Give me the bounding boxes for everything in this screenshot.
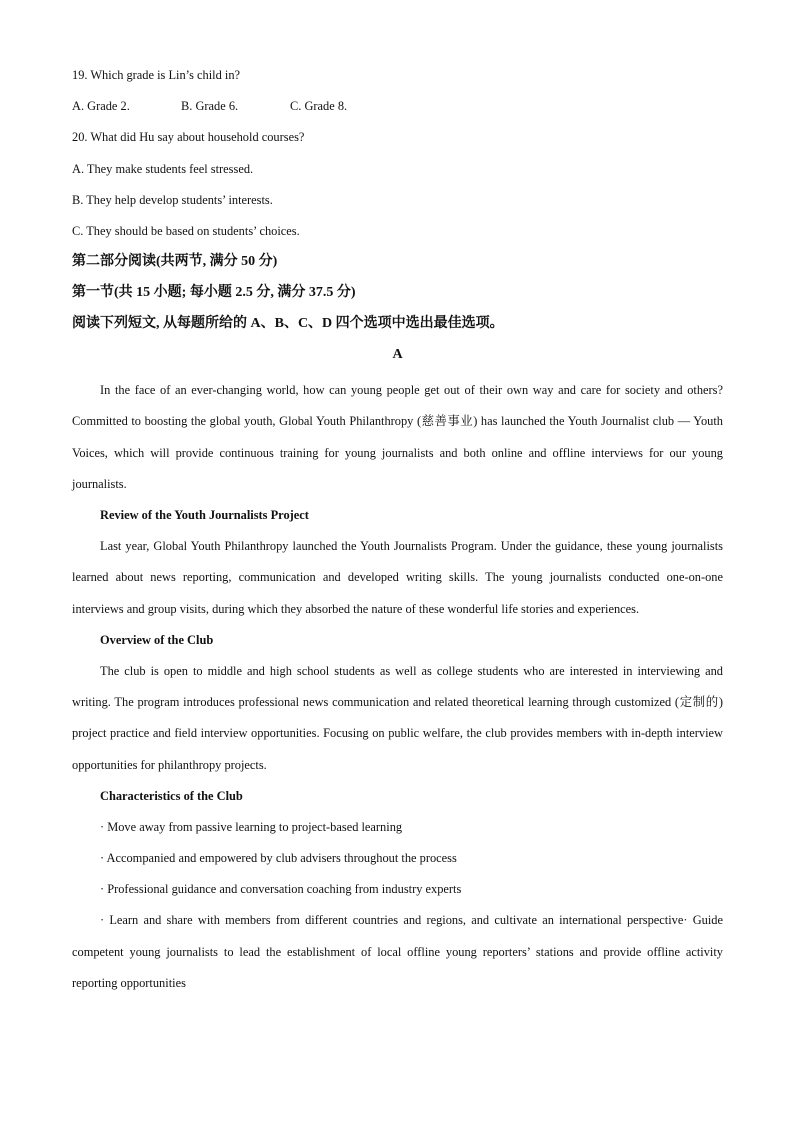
option-c: C. They should be based on students’ choices.: [72, 223, 300, 238]
part-title: 第一节(共 15 小题; 每小题 2.5 分, 满分 37.5 分): [72, 285, 356, 301]
overview-paragraph: The club is open to middle and high school students as well as college students who are interested in interviewing and writing. The program introduces professional news communication and related theoretical learning through customized (定制的) project practice and field interview opportunities. Focusing on public welfare, the club provides members with in-depth interview opportunities for philanthropy projects.: [72, 663, 723, 772]
question-19-options: [72, 95, 723, 126]
option-b: B. Grade 6.: [181, 99, 239, 114]
option-c: C. Grade 8.: [290, 99, 348, 114]
intro-paragraph: In the face of an ever-changing world, how can young people get out of their own way and care for society and others? Committed to boosting the global youth, Global Youth Philanthropy (慈善事业) has launched the Youth Journalist club — Youth Voices, which will provide continuous training for young journalists and both online and offline interviews for our young journalists.: [72, 383, 723, 491]
review-heading: Review of the Youth Journalists Project: [100, 507, 309, 522]
characteristics-heading: Characteristics of the Club: [100, 788, 243, 803]
question-20: 20. What did Hu say about household courses?: [72, 130, 305, 145]
section-title: 第二部分阅读(共两节, 满分 50 分): [72, 254, 278, 270]
last-bullet-paragraph: · Learn and share with members from different countries and regions, and cultivate an international perspective· Guide competent young journalists to lead the establishment of local offline young reporters’ stations and provide offline activity reporting opportunities: [72, 913, 723, 990]
option-b: B. They help develop students’ interests.: [72, 192, 273, 207]
option-a: A. They make students feel stressed.: [72, 161, 254, 176]
question-19: 19. Which grade is Lin’s child in?: [72, 68, 241, 82]
instruction: 阅读下列短文, 从每题所给的 A、B、C、D 四个选项中选出最佳选项。: [72, 316, 504, 332]
option-a: A. Grade 2.: [72, 99, 130, 114]
bullet-item: · Professional guidance and conversation coaching from industry experts: [100, 882, 462, 897]
passage-label: A: [392, 347, 403, 363]
review-paragraph: Last year, Global Youth Philanthropy launched the Youth Journalists Program. Under the guidance, these young journalists learned about news reporting, communication and developed writing skills. The young journalists conducted one-on-one interviews and group visits, during which they absorbed the nature of these wonderful life stories and experiences.: [72, 539, 723, 616]
bullet-item: · Accompanied and empowered by club advisers throughout the process: [100, 851, 457, 866]
overview-heading: Overview of the Club: [100, 632, 214, 647]
document-page: [72, 64, 723, 999]
bullet-item: · Move away from passive learning to project-based learning: [100, 819, 403, 834]
